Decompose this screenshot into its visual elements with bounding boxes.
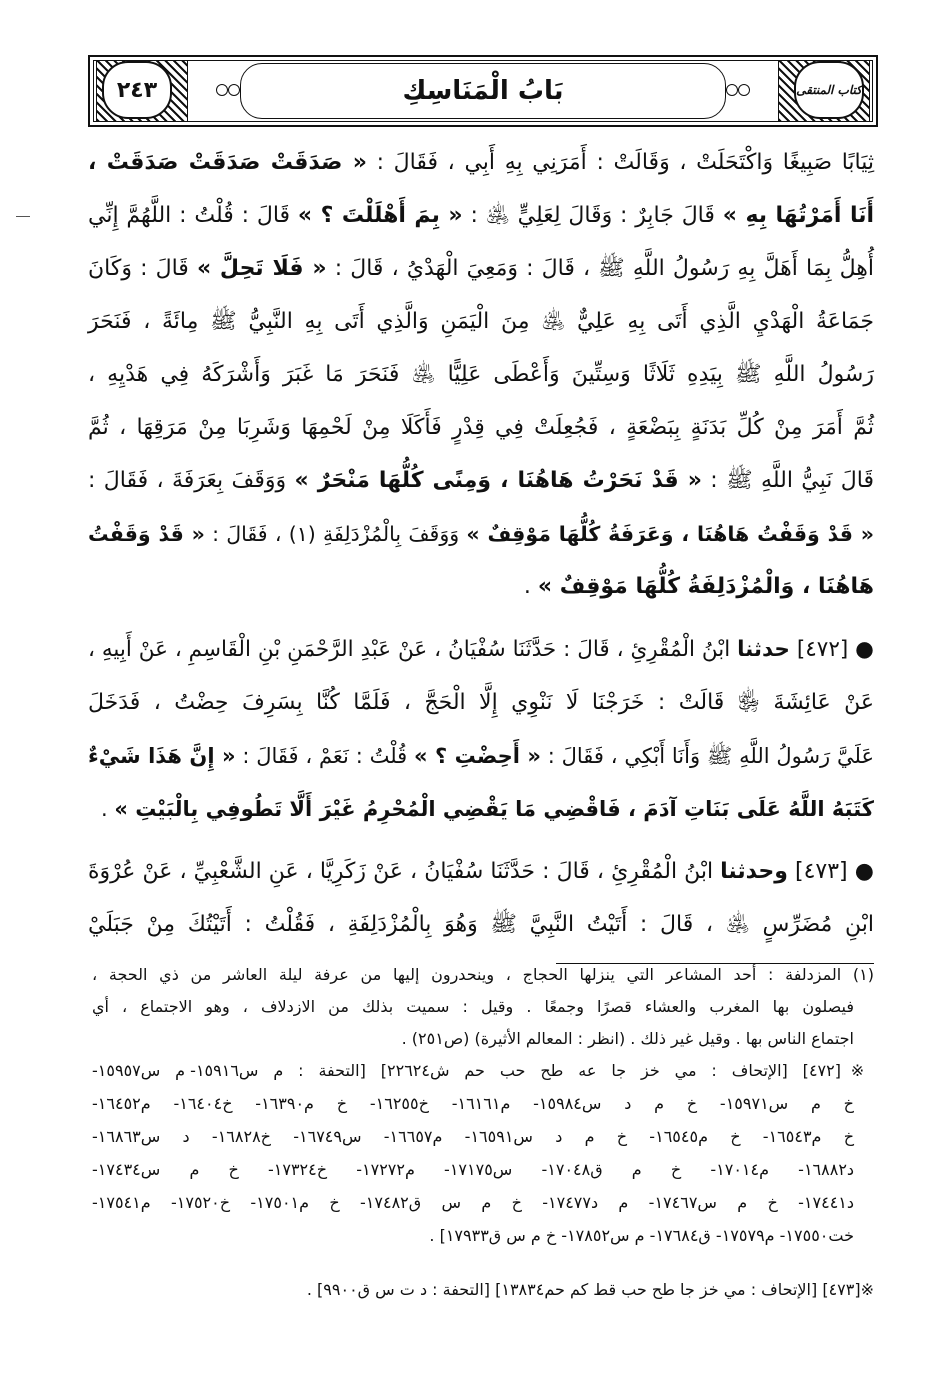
text-segment: . <box>523 574 538 599</box>
text-line <box>88 905 874 945</box>
text-line <box>88 302 874 342</box>
ornament-dot <box>726 84 738 96</box>
quoted-speech: « قَدْ وَقَفْتُ <box>88 522 205 546</box>
book-logo: كتاب المنتقى <box>796 83 862 97</box>
title-cartouche <box>240 63 726 119</box>
text-segment: ● [٤٧٢] <box>789 637 875 662</box>
apparatus-line: خت١٧٥٥٠- م١٧٥٧٩- ق١٧٦٨٤- م س١٧٨٥٢- خ م س ق١٧٩٣٣] . <box>429 1226 854 1245</box>
text-segment: عَلَيَّ رَسُولُ اللَّهِ ﷺ وَأَنَا أَبْكِي ، فَقَالَ : <box>540 744 874 768</box>
quoted-speech: أَنَا أَمَرْتُهَا بِهِ » <box>722 203 875 228</box>
text-segment: . <box>101 797 115 821</box>
apparatus-line: ※[٤٧٢] [الإتحاف : مي خز جا عه طح حب حم ش٢٢٦٢٤] [التحفة : م س١٥٩١٦- م س١٥٩٥٧- <box>92 1061 874 1080</box>
text-segment: رَسُولُ اللَّهِ ﷺ بِيَدِهِ ثَلَاثًا وَسِتِّينَ وَأَعْطَى عَلِيًّا ﵁ فَنَحَرَ مَا غَبَرَ وَأَشْرَكَهُ فِي هَدْيِهِ ، <box>88 362 874 387</box>
quoted-speech: كَتَبَهُ اللَّهُ عَلَى بَنَاتِ آدَمَ ، فَاقْضِي مَا يَقْضِي الْمُحْرِمُ غَيْرَ أَلَّا تَطُوفِي بِالْبَيْتِ » <box>114 797 874 821</box>
page-header <box>88 55 878 127</box>
text-segment: عَنْ عَائِشَةَ ﵂ قَالَتْ : خَرَجْنَا لَا نَنْوِي إِلَّا الْحَجَّ ، فَلَمَّا كُنَّا بِسَرِفَ حِضْتُ ، فَدَخَلَ <box>88 690 874 715</box>
quoted-speech: « قَدْ وَقَفْتُ هَاهُنَا ، وَعَرَفَةُ كُلُّهَا مَوْقِفٌ » <box>466 522 874 546</box>
text-segment: قُلْتُ : نَعَمْ ، فَقَالَ : <box>235 744 415 768</box>
text-line <box>88 514 874 554</box>
ornament-dot <box>228 84 240 96</box>
text-line <box>88 567 874 607</box>
text-segment: قَالَ نَبِيُّ اللَّهِ ﷺ : <box>701 468 874 493</box>
hadith-heading-line <box>88 852 874 892</box>
ornament-dot <box>216 84 228 96</box>
text-segment: أُهِلُّ بِمَا أَهَلَّ بِهِ رَسُولُ اللَّهِ ﷺ ، قَالَ : وَمَعِيَ الْهَدْيُ ، قَالَ : <box>326 256 874 281</box>
hadith-heading-line <box>88 630 874 670</box>
text-line <box>88 736 874 776</box>
footnote-line: فيصلون بها المغرب والعشاء قصرًا وجمعًا . وقيل : سميت بذلك من الازدلاف ، وهو الاجتماع ، أي <box>92 997 854 1016</box>
quoted-speech: « قَدْ نَحَرْتُ هَاهُنَا ، وَمِنًى كُلُّهَا مَنْحَرٌ » <box>294 468 702 493</box>
page-number: ٢٤٣ <box>116 77 158 103</box>
text-segment: ● [٤٧٣] <box>787 859 874 884</box>
quoted-speech: وحدثنا <box>720 859 788 884</box>
page-number-rosette <box>102 61 172 119</box>
text-line <box>88 461 874 501</box>
apparatus-line: ※[٤٧٣] [الإتحاف : مي خز جا طح حب قط كم حم١٣٨٣٤] [التحفة : د ت س ق٩٩٠٠] . <box>306 1280 874 1299</box>
text-segment: ثِيَابًا صَبِيغًا وَاكْتَحَلَتْ ، وَقَالَتْ : أَمَرَنِي بِهِ أَبِي ، فَقَالَ : <box>366 150 874 175</box>
text-line <box>88 683 874 723</box>
text-segment: وَوَقَفَ بِالْمُزْدَلِفَةِ (١) ، فَقَالَ : <box>204 522 467 546</box>
text-segment: قَالَ جَابِرٌ : وَقَالَ لِعَلِيٍّ ﵁ : <box>462 203 723 228</box>
text-line <box>88 249 874 289</box>
apparatus-line: خ م١٦٥٤٣- خ م١٦٥٤٥- خ م د س١٦٥٩١- م١٦٦٥٧- س١٦٧٤٩- خ١٦٨٢٨- د س١٦٨٦٣- <box>92 1127 855 1146</box>
quoted-speech: حدثنا <box>737 637 790 662</box>
quoted-speech: « أَحِضْتِ ؟ » <box>414 744 541 768</box>
text-line <box>88 143 874 183</box>
text-segment: ابْنُ الْمُقْرِئِ ، قَالَ : حَدَّثَنَا سُفْيَانُ ، عَنْ عَبْدِ الرَّحْمَنِ بْنِ الْقَاسِمِ ، عَنْ أَبِيهِ ، <box>88 637 738 662</box>
text-segment: ثُمَّ أَمَرَ مِنْ كُلِّ بَدَنَةٍ بِبَضْعَةٍ ، فَجُعِلَتْ فِي قِدْرٍ فَأَكَلَا مِنْ لَحْمِهَا وَشَرِبَا مِنْ مَرَقِهَا ، ثُمَّ <box>88 415 874 440</box>
text-line <box>88 789 874 829</box>
text-line <box>88 355 874 395</box>
text-segment: وَوَقَفَ بِعَرَفَةَ ، فَقَالَ : <box>88 468 295 493</box>
text-line <box>88 196 874 236</box>
margin-mark <box>16 216 30 217</box>
quoted-speech: هَاهُنَا ، وَالْمُزْدَلِفَةُ كُلُّهَا مَوْقِفٌ » <box>537 574 874 599</box>
quoted-speech: « بِمَ أَهْلَلْتَ ؟ » <box>297 203 463 228</box>
text-segment: ابْنُ الْمُقْرِئِ ، قَالَ : حَدَّثَنَا سُفْيَانُ ، عَنْ زَكَرِيَّا ، عَنِ الشَّعْبِيِّ ، عَنْ عُرْوَةَ <box>88 859 721 884</box>
quoted-speech: « صَدَقَتْ صَدَقَتْ صَدَقَتْ ، <box>88 150 367 175</box>
apparatus-line: خ م س١٥٩٧١- خ م د س١٥٩٨٤- م١٦١٦١- خ١٦٢٥٥- خ م١٦٣٩٠- خ١٦٤٠٤- م١٦٤٥٢- <box>92 1094 855 1113</box>
quoted-speech: « إِنَّ هَذَا شَيْءٌ <box>88 744 236 768</box>
text-segment: ابْنِ مُضَرِّسٍ ﵁ ، قَالَ : أَتَيْتُ النَّبِيَّ ﷺ وَهُوَ بِالْمُزْدَلِفَةِ ، فَقُلْتُ : أَتَيْتُكَ مِنْ جَبَلَيْ <box>88 912 874 937</box>
main-text <box>88 143 874 963</box>
chapter-title: بَابُ الْمَنَاسِكِ <box>402 76 564 106</box>
text-segment: قَالَ : قُلْتُ : اللَّهُمَّ إِنِّي <box>88 203 298 228</box>
text-segment: جَمَاعَةُ الْهَدْيِ الَّذِي أَتَى بِهِ عَلِيٌّ ﵁ مِنَ الْيَمَنِ وَالَّذِي أَتَى بِهِ النَّبِيُّ ﷺ مِائَةً ، فَنَحَرَ <box>88 309 874 334</box>
quoted-speech: « فَلَا تَحِلَّ » <box>196 256 327 281</box>
footnote-line: اجتماع الناس بها . وقيل غير ذلك . (انظر : المعالم الأثيرة) (ص٢٥١) . <box>401 1029 854 1048</box>
ornament-dot <box>738 84 750 96</box>
text-segment: قَالَ : وَكَانَ <box>88 256 197 281</box>
apparatus-line: د١٧٤٤١- خ م س١٧٤٦٧- م د١٧٤٧٧- خ م س ق١٧٤٨٢- خ م١٧٥٠١- خ١٧٥٢٠- م١٧٥٤١- <box>92 1193 855 1212</box>
book-logo-rosette <box>794 61 864 119</box>
footnote-line: (١) المزدلفة : أحد المشاعر التي ينزلها الحجاج ، وينحدرون إليها من عرفة ليلة العاشر من ذي الحجة ، <box>92 965 874 984</box>
apparatus-line: د١٦٨٨٢- م١٧٠١٤- خ م ق١٧٠٤٨- س١٧١٧٥- م١٧٢٧٢- خ١٧٣٢٤- خ م س١٧٤٣٤- <box>92 1160 855 1179</box>
text-line <box>88 408 874 448</box>
